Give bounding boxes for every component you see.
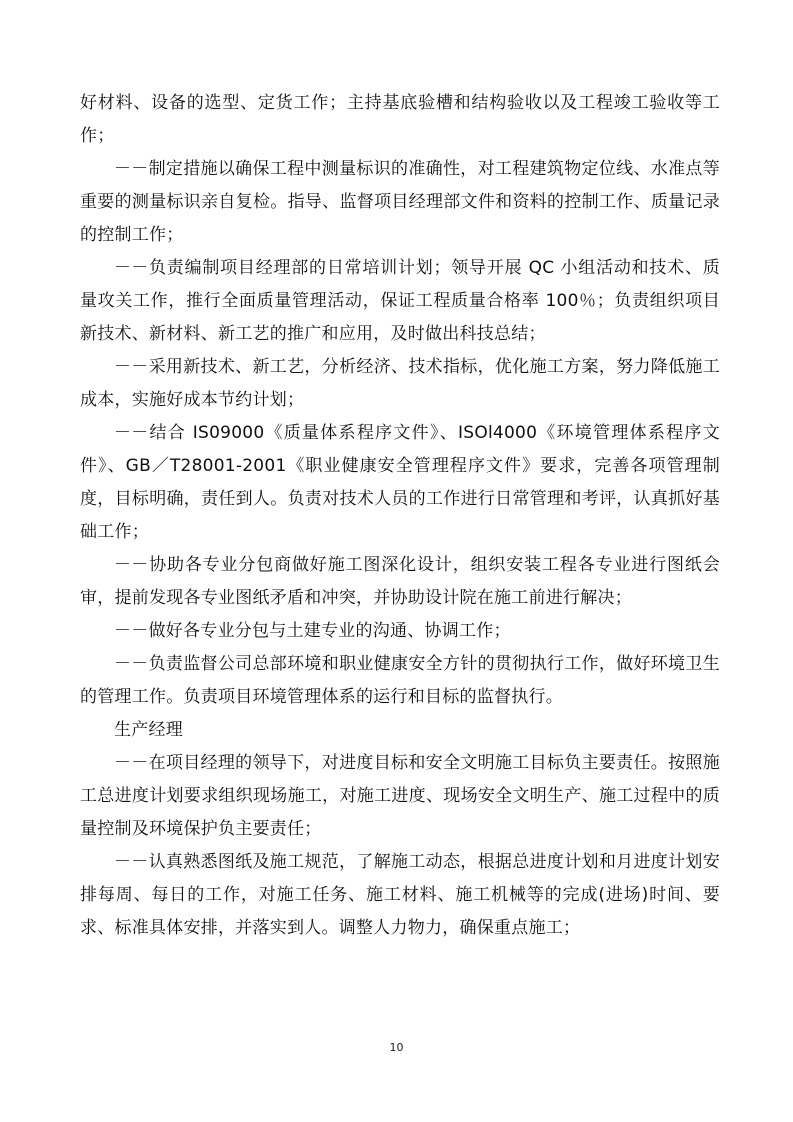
paragraph-4: －－采用新技术、新工艺，分析经济、技术指标，优化施工方案，努力降低施工成本，实施好成本节约计划； <box>80 357 720 410</box>
paragraph-1: 好材料、设备的选型、定货工作；主持基底验槽和结构验收以及工程竣工验收等工作； <box>80 93 720 146</box>
section-heading-production-manager: 生产经理 <box>114 720 183 740</box>
document-page <box>80 87 720 945</box>
paragraph-2: －－制定措施以确保工程中测量标识的准确性，对工程建筑物定位线、水准点等重要的测量标识亲自复检。指导、监督项目经理部文件和资料的控制工作、质量记录的控制工作； <box>80 159 720 245</box>
paragraph-3: －－负责编制项目经理部的日常培训计划；领导开展 QC 小组活动和技术、质量攻关工作，推行全面质量管理活动，保证工程质量合格率 100％；负责组织项目新技术、新材料、新工艺的推广和应用，及时做出科技总结； <box>80 258 720 344</box>
paragraph-7: －－做好各专业分包与土建专业的沟通、协调工作； <box>114 621 511 641</box>
paragraph-6: －－协助各专业分包商做好施工图深化设计，组织安装工程各专业进行图纸会审，提前发现各专业图纸矛盾和冲突，并协助设计院在施工前进行解决； <box>80 555 720 608</box>
paragraph-8: －－负责监督公司总部环境和职业健康安全方针的贯彻执行工作，做好环境卫生的管理工作。负责项目环境管理体系的运行和目标的监督执行。 <box>80 654 720 707</box>
paragraph-5: －－结合 IS09000《质量体系程序文件》、ISOl4000《环境管理体系程序文件》、GB／T28001-2001《职业健康安全管理程序文件》要求，完善各项管理制度，目标明确，责任到人。负责对技术人员的工作进行日常管理和考评，认真抓好基础工作； <box>80 423 720 542</box>
paragraph-10: －－在项目经理的领导下，对进度目标和安全文明施工目标负主要责任。按照施工总进度计划要求组织现场施工，对施工进度、现场安全文明生产、施工过程中的质量控制及环境保护负主要责任； <box>80 753 720 839</box>
page-number: 10 <box>389 1041 404 1054</box>
paragraph-11: －－认真熟悉图纸及施工规范，了解施工动态，根据总进度计划和月进度计划安排每周、每日的工作，对施工任务、施工材料、施工机械等的完成(进场)时间、要求、标准具体安排，并落实到人。调整人力物力，确保重点施工； <box>80 852 720 938</box>
